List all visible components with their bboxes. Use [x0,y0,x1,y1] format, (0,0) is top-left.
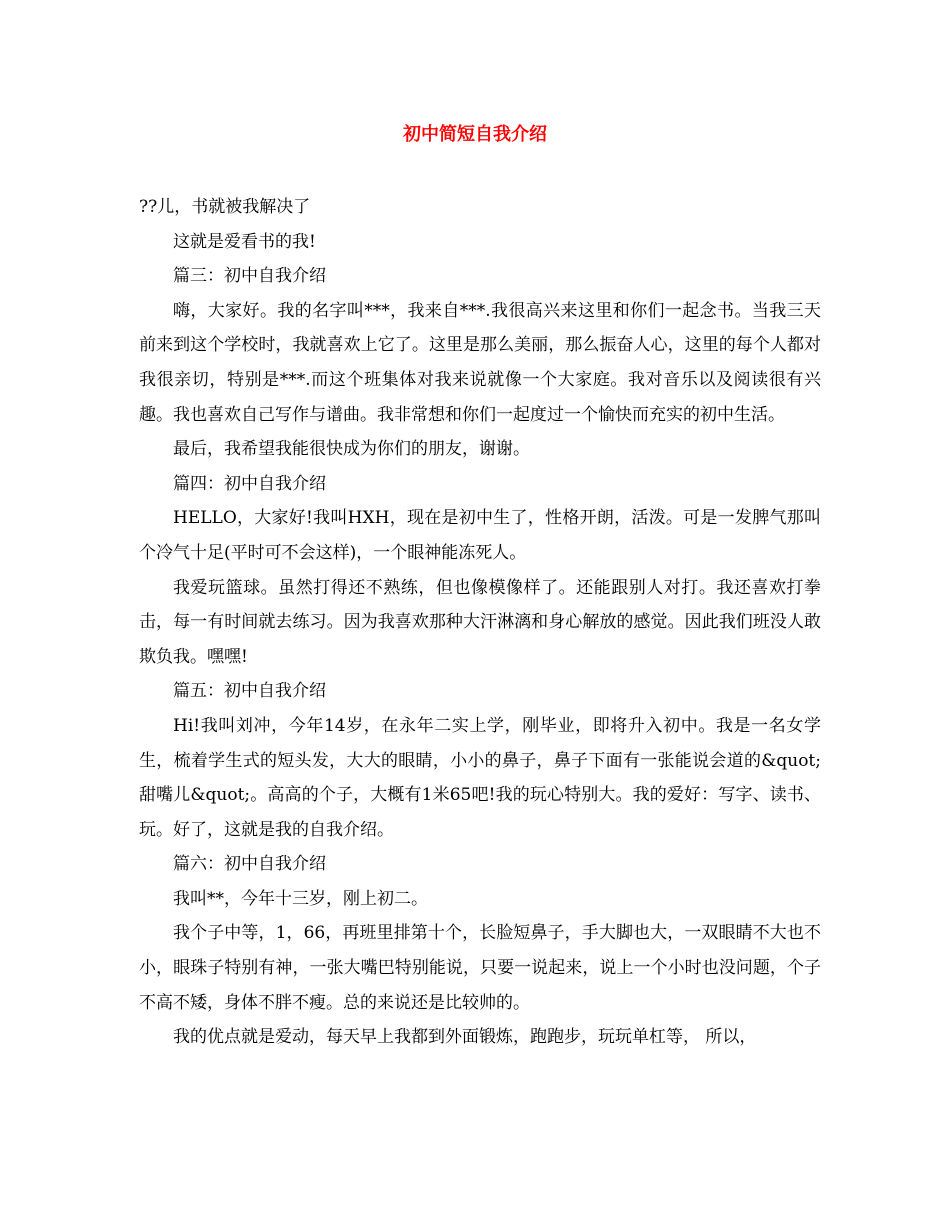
section-heading: 篇三：初中自我介绍 [173,266,326,287]
paragraph: 最后，我希望我能很快成为你们的朋友，谢谢。 [173,439,530,460]
section-heading: 篇五：初中自我介绍 [173,681,326,702]
section-heading: 篇六：初中自我介绍 [173,854,326,875]
paragraph: ??儿，书就被我解决了 [139,197,311,217]
document-body [139,190,821,1055]
paragraph: 我叫**，今年十三岁，刚上初二。 [173,888,428,909]
paragraph: 嗨，大家好。我的名字叫***，我来自***.我很高兴来这里和你们一起念书。当我三天前来到这个学校时，我就喜欢上它了。这里是那么美丽，那么振奋人心，这里的每个人都对我很亲切，特别是***.而这个班集体对我来说就像一个大家庭。我对音乐以及阅读很有兴趣。我也喜欢自己写作与谱曲。我非常想和你们一起度过一个愉快而充实的初中生活。 [139,300,821,425]
document-title: 初中简短自我介绍 [403,124,547,145]
paragraph: Hi!我叫刘冲，今年14岁，在永年二实上学，刚毕业，即将升入初中。我是一名女学生，梳着学生式的短头发，大大的眼睛，小小的鼻子，鼻子下面有一张能说会道的&quot;甜嘴儿&quot;。高高的个子，大概有1米65吧!我的玩心特别大。我的爱好：写字、读书、玩。好了，这就是我的自我介绍。 [139,715,821,840]
section-heading: 篇四：初中自我介绍 [173,473,326,494]
paragraph: 这就是爱看书的我! [173,231,316,252]
paragraph: 我的优点就是爱动，每天早上我都到外面锻炼，跑跑步，玩玩单杠等， 所以， [173,1027,757,1048]
paragraph: 我爱玩篮球。虽然打得还不熟练，但也像模像样了。还能跟别人对打。我还喜欢打拳击，每一有时间就去练习。因为我喜欢那种大汗淋漓和身心解放的感觉。因此我们班没人敢欺负我。嘿嘿! [139,577,821,667]
paragraph: HELLO，大家好!我叫HXH，现在是初中生了，性格开朗，活泼。可是一发脾气那叫个冷气十足(平时可不会这样)，一个眼神能冻死人。 [139,508,821,563]
paragraph: 我个子中等，1，66，再班里排第十个，长脸短鼻子，手大脚也大，一双眼睛不大也不小，眼珠子特别有神，一张大嘴巴特别能说，只要一说起来，说上一个小时也没问题，个子不高不矮，身体不胖不瘦。总的来说还是比较帅的。 [139,923,821,1013]
